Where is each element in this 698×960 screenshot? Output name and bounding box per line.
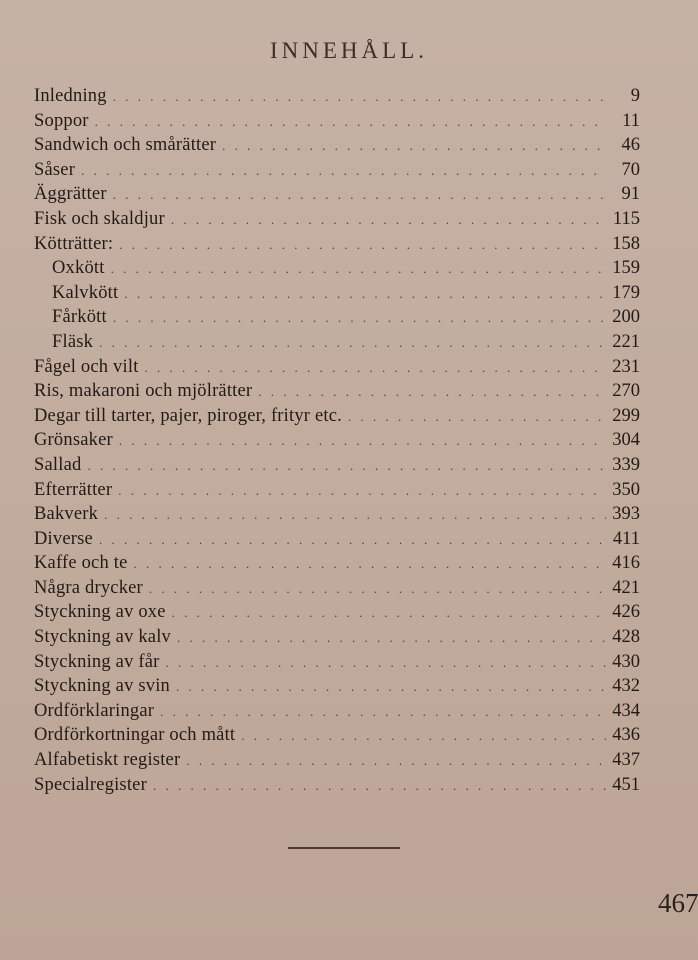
toc-entry — [34, 650, 640, 675]
toc-entry — [34, 674, 640, 699]
dot-leader — [104, 503, 606, 528]
toc-entry-label: Styckning av oxe — [34, 602, 166, 623]
toc-entry — [34, 453, 640, 478]
table-of-contents — [34, 84, 640, 797]
dot-leader — [95, 110, 606, 135]
toc-entry-label: Kaffe och te — [34, 553, 128, 574]
toc-entry-label: Sandwich och smårätter — [34, 135, 217, 156]
dot-leader — [186, 749, 606, 774]
dot-leader — [119, 429, 606, 454]
dot-leader — [99, 331, 606, 356]
toc-entry — [34, 355, 640, 380]
toc-entry-label: Specialregister — [34, 774, 147, 795]
toc-entry-label: Äggrätter — [34, 184, 107, 205]
divider — [288, 847, 400, 849]
dot-leader — [171, 208, 606, 233]
dot-leader — [160, 700, 606, 725]
toc-entry-page: 350 — [612, 479, 640, 500]
toc-entry-page: 158 — [612, 233, 640, 254]
toc-entry — [34, 158, 640, 183]
toc-entry-label: Oxkött — [52, 258, 105, 279]
toc-entry-page: 451 — [612, 774, 640, 795]
toc-entry-page: 299 — [612, 405, 640, 426]
toc-entry-page: 430 — [612, 651, 640, 672]
toc-entry-page: 437 — [612, 750, 640, 771]
toc-entry — [34, 723, 640, 748]
dot-leader — [99, 528, 606, 553]
toc-entry-page: 200 — [612, 307, 640, 328]
toc-entry — [34, 551, 640, 576]
toc-entry-label: Ris, makaroni och mjölrätter — [34, 381, 253, 402]
toc-entry — [34, 330, 640, 355]
toc-entry-label: Fläsk — [52, 331, 94, 352]
page-number: 467 — [658, 888, 698, 918]
toc-entry-page: 179 — [612, 282, 640, 303]
toc-entry — [34, 109, 640, 134]
dot-leader — [172, 601, 606, 626]
dot-leader — [222, 134, 606, 159]
toc-entry — [34, 84, 640, 109]
toc-entry-page: 426 — [612, 602, 640, 623]
dot-leader — [165, 651, 606, 676]
toc-entry-page: 91 — [621, 184, 640, 205]
toc-entry-page: 339 — [612, 454, 640, 475]
toc-entry-page: 304 — [612, 430, 640, 451]
toc-entry — [34, 404, 640, 429]
dot-leader — [258, 380, 606, 405]
toc-entry-page: 393 — [612, 504, 640, 525]
toc-entry-page: 428 — [612, 627, 640, 648]
toc-entry-label: Ordförkortningar och mått — [34, 725, 236, 746]
toc-entry-label: Kalvkött — [52, 282, 119, 303]
toc-entry-page: 416 — [612, 553, 640, 574]
toc-entry-page: 115 — [612, 208, 640, 229]
dot-leader — [111, 257, 606, 282]
toc-entry-page: 411 — [612, 528, 640, 549]
toc-entry-label: Styckning av kalv — [34, 627, 171, 648]
dot-leader — [113, 183, 606, 208]
toc-entry-label: Bakverk — [34, 504, 99, 525]
toc-entry — [34, 527, 640, 552]
toc-entry-page: 432 — [612, 676, 640, 697]
toc-entry-page: 231 — [612, 356, 640, 377]
toc-entry-label: Såser — [34, 159, 76, 180]
dot-leader — [149, 577, 606, 602]
toc-entry — [34, 232, 640, 257]
toc-entry-label: Sallad — [34, 454, 82, 475]
toc-entry-page: 434 — [612, 700, 640, 721]
toc-entry — [34, 182, 640, 207]
dot-leader — [348, 405, 606, 430]
toc-entry-page: 436 — [612, 725, 640, 746]
toc-entry-label: Efterrätter — [34, 479, 113, 500]
toc-entry-label: Grönsaker — [34, 430, 113, 451]
dot-leader — [124, 282, 606, 307]
toc-entry-page: 46 — [621, 135, 640, 156]
toc-entry — [34, 281, 640, 306]
toc-entry — [34, 699, 640, 724]
dot-leader — [81, 159, 606, 184]
toc-entry-label: Degar till tarter, pajer, piroger, frityr etc. — [34, 405, 342, 426]
toc-entry-label: Inledning — [34, 86, 107, 106]
toc-entry-label: Några drycker — [34, 577, 143, 598]
toc-entry-label: Fårkött — [52, 307, 107, 328]
toc-entry-page: 421 — [612, 577, 640, 598]
toc-entry-label: Fågel och vilt — [34, 356, 139, 377]
toc-entry-label: Ordförklaringar — [34, 700, 155, 721]
dot-leader — [176, 675, 606, 700]
toc-entry-page: 11 — [622, 110, 640, 131]
toc-entry-page: 221 — [612, 331, 640, 352]
toc-entry-label: Diverse — [34, 528, 93, 549]
dot-leader — [113, 306, 606, 331]
toc-entry-label: Soppor — [34, 110, 89, 131]
toc-entry-label: Styckning av svin — [34, 676, 170, 697]
dot-leader — [118, 479, 606, 504]
toc-entry — [34, 305, 640, 330]
toc-entry — [34, 600, 640, 625]
toc-entry — [34, 478, 640, 503]
toc-entry — [34, 207, 640, 232]
toc-entry — [34, 502, 640, 527]
toc-entry — [34, 256, 640, 281]
toc-entry — [34, 379, 640, 404]
toc-entry-page: 159 — [612, 258, 640, 279]
toc-entry-label: Alfabetiskt register — [34, 750, 181, 771]
toc-entry-label: Fisk och skaldjur — [34, 208, 165, 229]
page-title: INNEHÅLL. — [270, 38, 428, 63]
toc-entry — [34, 133, 640, 158]
dot-leader — [113, 85, 606, 110]
toc-entry-label: Styckning av får — [34, 651, 160, 672]
dot-leader — [153, 774, 606, 799]
toc-entry-label: Kötträtter: — [34, 233, 114, 254]
toc-entry — [34, 625, 640, 650]
toc-entry — [34, 748, 640, 773]
dot-leader — [241, 724, 606, 749]
dot-leader — [119, 233, 606, 258]
toc-entry-page: 9 — [630, 86, 640, 106]
dot-leader — [133, 552, 606, 577]
toc-entry-page: 70 — [621, 159, 640, 180]
toc-entry — [34, 576, 640, 601]
toc-entry — [34, 428, 640, 453]
dot-leader — [177, 626, 606, 651]
toc-entry — [34, 773, 640, 798]
dot-leader — [87, 454, 606, 479]
dot-leader — [145, 356, 606, 381]
toc-entry-page: 270 — [612, 381, 640, 402]
